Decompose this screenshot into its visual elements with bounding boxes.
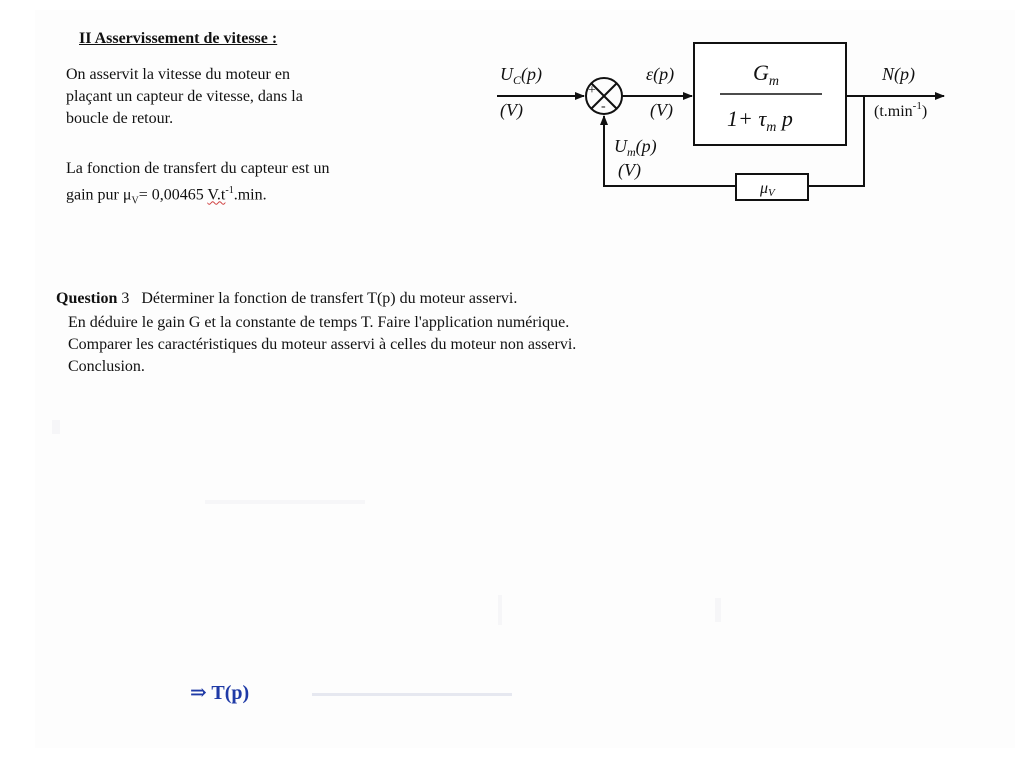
block-denominator: $1+ \tau_m$ p (727, 106, 793, 135)
question-detail-line: Conclusion. (68, 358, 145, 375)
gain-prefix: gain pur μ (66, 186, 132, 204)
question-number: 3 (121, 290, 130, 307)
answer-label: ⇒ T(p) (190, 682, 250, 704)
plus-sign: + (588, 83, 596, 98)
question-text: Déterminer la fonction de transfert T(p) du moteur asservi. (141, 290, 518, 307)
question-details (68, 312, 576, 378)
feedback-unit-label: (V) (618, 160, 641, 180)
gain-exp: -1 (225, 185, 234, 196)
gain-suffix: .min. (233, 186, 267, 204)
section-title: II Asservissement de vitesse : (79, 30, 278, 47)
gain-unit: V.t (207, 186, 226, 204)
minus-sign: - (601, 99, 606, 114)
output-unit-label: $(t.\min^{-1})$ (874, 100, 928, 120)
question-line (56, 288, 517, 310)
feedback-signal-label: $U_m(p)$ (614, 136, 657, 159)
gain-value: = 0,00465 (138, 186, 208, 204)
intro-line: plaçant un capteur de vitesse, dans la (66, 88, 303, 105)
error-unit-label: (V) (650, 100, 673, 120)
input-unit-label: (V) (500, 100, 523, 120)
question-label: Question (56, 290, 118, 307)
question-detail-line: Comparer les caractéristiques du moteur asservi à celles du moteur non asservi. (68, 336, 577, 353)
input-signal-label: $U_C(p)$ (500, 64, 543, 87)
output-signal-label: N(p) (882, 64, 915, 84)
question-detail-line: En déduire le gain G et la constante de temps T. Faire l'application numérique. (68, 314, 570, 331)
sensor-gain-label: μV (760, 180, 775, 199)
gain-sub: V (131, 195, 139, 207)
error-signal-label: ε(p) (646, 64, 675, 84)
intro-line: On asservit la vitesse du moteur en (66, 66, 290, 83)
sensor-line: La fonction de transfert du capteur est un (66, 160, 330, 177)
intro-line: boucle de retour. (66, 110, 174, 127)
block-numerator: $G_m$ (753, 60, 780, 89)
answer-line (312, 693, 512, 696)
